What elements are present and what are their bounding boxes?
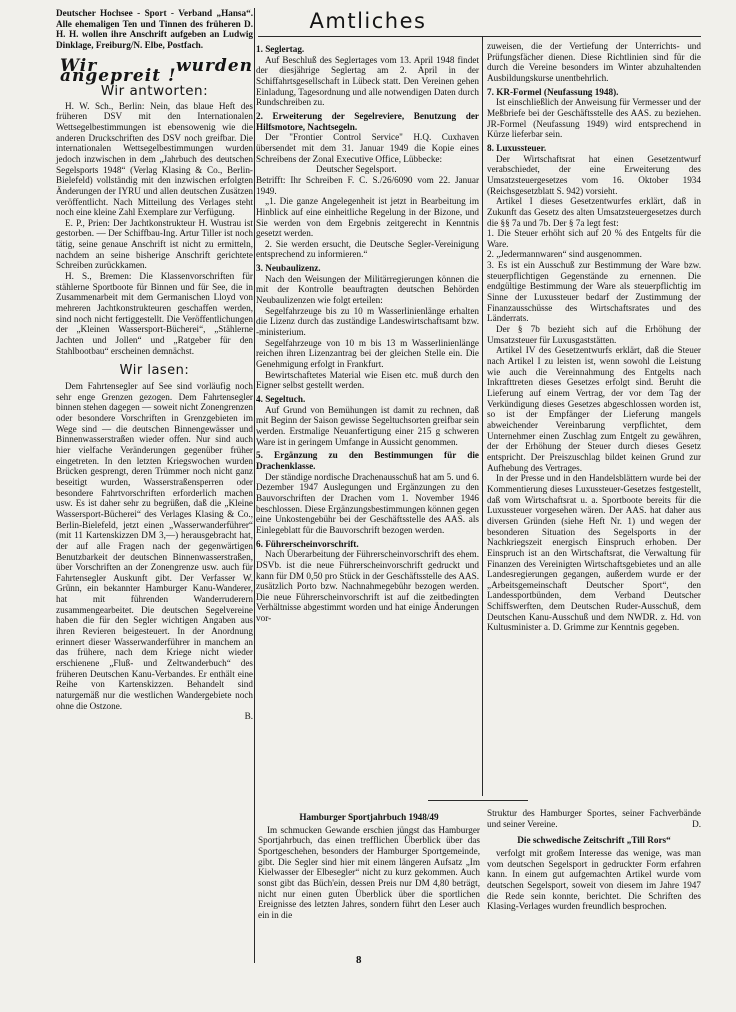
section-heading-read: Wir lasen: xyxy=(119,363,190,379)
left-column xyxy=(56,8,253,722)
item-text: Auf Grund von Bemühungen ist damit zu rechnen, daß mit Beginn der Saison gewisse Segeltuchsorten greifbar sein werden. Erstmalige Neuanfertigung einer 215 g schweren Ware ist in geringem Umfange in Aussicht genommen. xyxy=(256,404,479,447)
item-heading: 7. KR-Formel (Neufassung 1948). xyxy=(487,86,619,97)
item-text: Artikel I dieses Gesetzentwurfes erklärt, daß in Zukunft das Gesetz des alten Umsatzsteuergesetzes durch die §§ 7a und 7b. Der § 7a legt fest: xyxy=(487,196,701,228)
bottom-section-rule xyxy=(428,800,528,801)
item-text: Segelfahrzeuge von 10 m bis 13 m Wasserlinienlänge reichen ihren Lizenzantrag bei der gleichen Stelle ein. Die Genehmigung erfolgt in Frankfurt. xyxy=(256,337,479,370)
article-title: Hamburger Sportjahrbuch 1948/49 xyxy=(299,812,439,822)
till-rors-article xyxy=(487,808,701,912)
article-text: verfolgt mit großem Interesse das wenige, was man vom deutschen Segelsport in gedruckter Form erfahren kann. In einem gut aufgemachten Artikel wurde vom deutschen Segelsport, soweit von diesem im Jahre 1947 die Rede sein konnte, berichtet. Die Schriften des Klasing-Verlages wurden freundlich besprochen. xyxy=(487,847,701,912)
item-text: zuweisen, die der Vertiefung der Unterrichts- und Prüfungsfächer dienen. Diese Richtlinien sind für die durch die Vereine besonders im Winter abzuhaltenden Ausbildungskurse unentbehrlich. xyxy=(487,41,701,83)
item-heading: 5. Ergänzung zu den Bestimmungen für die Drachenklasse. xyxy=(256,450,479,471)
item-text: Ist einschließlich der Anweisung für Vermesser und der Meßbriefe bei der Geschäftsstelle des AAS. zu beziehen. JR-Formel (Neufassung 1949) wird entsprechend in Kürze lieferbar sein. xyxy=(487,97,701,140)
item-heading: 6. Führerscheinvorschrift. xyxy=(256,538,359,549)
item-text: Artikel IV des Gesetzentwurfs erklärt, daß die Steuer nach Artikel I zu leisten ist, wenn sowohl die Leistung wie auch die Vereinnahmung des Entgelts nach Inkrafttreten dieses Gesetzes erfolgt sind. Beruht die Lieferung auf einem Vertrag, der vor dem Tag der Verkündigung dieses Gesetzes abgeschlossen worden ist, so ist der Empfänger der Lieferung mangels abweichender Vereinbarung verpflichtet, dem Unternehmer einen Zuschlag zum Entgelt zu gewähren, der der Erhöhung der Steuer durch dieses Gesetz entspricht. Der Preiszuschlag bildet keinen Grund zur Aufhebung des Vertrages. xyxy=(487,345,701,473)
item-text: Segelfahrzeuge bis zu 10 m Wasserlinienlänge erhalten die Lizenz durch das zuständige Landeswirtschaftsamt bzw. -ministerium. xyxy=(256,305,479,338)
page-number: 8 xyxy=(356,954,362,966)
item-text: Auf Beschluß des Seglertages vom 13. April 1948 findet der diesjährige Seglertag am 2. April in der Schiffahrtsgesellschaft in Lübeck statt. Den Vereinen gehen Einladung, Tagesordnung und alle notwendigen Daten durch Rundschreiben zu. xyxy=(256,54,479,108)
item-text: Betrifft: Ihr Schreiben F. C. S./26/6090 vom 22. Januar 1949. xyxy=(256,174,479,196)
item-text: Der § 7b bezieht sich auf die Erhöhung der Umsatzsteuer für Luxusgaststätten. xyxy=(487,324,701,345)
article-text: Im schmucken Gewande erschien jüngst das Hamburger Sportjahrbuch, das einen trefflichen Überblick über das Sportgeschehen, besonders der Hamburger Sportgemeinde, gibt. Die Segler sind hier mit einem längeren Aufsatz „Im Kielwasser der Elbesegler“ nicht zu kurz gekommen. Auch sonst gibt das Büch'ein, dessen Preis nur DM 4,80 beträgt, nicht nur einen guten Überblick über die sportlichen Ereignisse des letzten Jahres, sondern führt den Leser auch ein in die xyxy=(258,824,480,920)
column-divider xyxy=(254,8,255,963)
item-text: 2. „Jedermannwaren“ sind ausgenommen. xyxy=(487,249,642,260)
continuation-text: Struktur des Hamburger Sportes, seiner Fachverbände und seiner Vereine. xyxy=(487,808,701,829)
answer-paragraph: H. S., Bremen: Die Klassenvorschriften für stählerne Sportboote für Binnen und für See, die in Zusammenarbeit mit dem Germanischen Lloyd von mehreren Jachtkonstrukteuren geschaffen werden, sind noch nicht fertiggestellt. Die Veröffentlichungen der „Kleinen Wassersport-Bücherei“, „Stählerne Jachten und Jollen“ und „Ratgeber für den Stahlbootbau“ erscheinen demnächst. xyxy=(56,271,253,356)
item-heading: 2. Erweiterung der Segelreviere, Benutzung der Hilfsmotore, Nachtsegeln. xyxy=(256,110,479,132)
author-initial: B. xyxy=(244,711,253,722)
item-text: In der Presse und in den Handelsblättern wurde bei der Kommentierung dieses Luxussteuer-Gesetzes festgestellt, daß vom Wirtschaftsrat u. a. Sportboote bereits für die Luxussteuer vorgesehen wären. Der AAS. hat daher aus diversen Gründen (siehe Heft Nr. 1) und wegen der besonderen Situation des Segelsports in der Nachkriegszeit energisch Einspruch erhoben. Der Einspruch ist an den Wirtschaftsrat, die Verwaltung für Finanzen des Vereinigten Wirtschaftsgebietes und an alle Landesregierungen gegangen, außerdem wurde er der „Arbeitsgemeinschaft Deutscher Sport“, den Landessportbünden, dem Verband Deutscher Schiffswerften, dem Deutschen Ruder-Ausschuß, dem Deutschen Kanu-Ausschuß und dem NWDR. z. Hd. von Kultusminister a. D. Grimme zur Kenntnis gegeben. xyxy=(487,473,701,633)
item-text: Bewirtschaftetes Material wie Eisen etc. muß durch den Eigner selbst gestellt werden. xyxy=(256,369,479,391)
item-heading: 3. Neubaulizenz. xyxy=(256,263,321,274)
item-text: Nach den Weisungen der Militärregierungen können die mit der Kontrolle beauftragten deutschen Behörden Neubaulizenzen wie folgt erteilen: xyxy=(256,273,479,306)
item-heading: 4. Segeltuch. xyxy=(256,394,306,404)
middle-column xyxy=(256,41,479,624)
column-divider xyxy=(482,36,483,796)
item-text: Deutscher Segelsport. xyxy=(316,164,397,175)
sportjahrbuch-article xyxy=(258,808,480,921)
item-heading: 8. Luxussteuer. xyxy=(487,142,547,153)
item-text: 2. Sie werden ersucht, die Deutsche Segler-Vereinigung entsprechend zu informieren.“ xyxy=(256,238,479,260)
item-text: Nach Überarbeitung der Führerscheinvorschrift des ehem. DSVb. ist die neue Führerscheinvorschrift gedruckt und kann für DM 0,50 pro Stück in der Geschäftsstelle des AAS. zusätzlich Porto bzw. Nachnahmegebühr bezogen werden. Die neue Führerscheinvorschrift ist auf die zeitbedingten Verhältnisse abgestimmt worden und hat einige Änderungen vor- xyxy=(256,549,479,624)
review-paragraph: Dem Fahrtensegler auf See sind vorläufig noch sehr enge Grenzen gezogen. Dem Fahrtensegler binnen stehen dagegen — soweit nicht Zonengrenzen oder besondere Vorschriften in Grenzgebieten im Wege sind — die deutschen Binnengewässer und Binnenwasserstraßen wieder offen. Nur sind auch hier vielfache Veränderungen gegenüber früher eingetreten. In den letzten Kriegswochen wurden Brücken gesprengt, deren Trümmer noch nicht ganz beseitigt wurden, Wasserstraßensperren oder besondere Fahrtvorschriften erforderlich machen usw. Es ist daher sehr zu begrüßen, daß die „Kleine Wassersport-Bücherei“ des Verlages Klasing & Co., Berlin-Bielefeld, jetzt einen „Wasserwanderführer“ (mit 11 Kartenskizzen DM 3,—) herausgebracht hat, der auf alle Fragen nach der gegenwärtigen Benutzbarkeit der deutschen Binnenwasserstraßen, über Vorschriften an der Zonengrenze usw. auch für Fahrtensegler Auskunft gibt. Der Verfasser W. Grünn, ein bekannter Hamburger Kanu-Wanderer, hat mit führenden Wanderruderern zusammengearbeitet. Die deutschen Segelvereine haben die für den Segler wichtigen Angaben aus ihren Revieren beigesteuert. In der Anordnung erinnert dieser Wasserwanderführer in manchem an das frühere, nach dem Kriege nicht wieder erschienene „Fluß- und Zeltwanderbuch“ des früheren Deutschen Kanu-Verbandes. Er enthält eine Reihe von Kartenskizzen. Behandelt sind naturgemäß nur die westlichen Wandergebiete noch ohne die Ostzone. xyxy=(56,381,253,711)
item-text: „1. Die ganze Angelegenheit ist jetzt in Bearbeitung im Hinblick auf eine einheitliche Regelung in der Bizone, und Sie werden von dem Ergebnis zeitgerecht in Kenntnis gesetzt werden. xyxy=(256,196,479,239)
article-continuation xyxy=(487,808,701,829)
hansa-notice: Deutscher Hochsee - Sport - Verband „Hansa“. Alle ehemaligen Ten und Tinnen des früheren D. H. H. wollen ihre Anschrift aufgeben an Ludwig Dinklage, Freiburg/N. Elbe, Postfach. xyxy=(56,8,253,50)
section-title-amtliches: Amtliches xyxy=(309,9,427,33)
item-text: Der "Frontier Control Service" H.Q. Cuxhaven übersendet mit dem 31. Januar 1949 die Kopie eines Schreibens der Zonal Executive Office, Lübbecke: xyxy=(256,132,479,164)
item-text: Der Wirtschaftsrat hat einen Gesetzentwurf verabschiedet, der eine Erweiterung des Umsatzsteuergesetzes vom 16. Oktober 1934 (Reichsgesetzblatt S. 942) vorsieht. xyxy=(487,153,701,196)
answer-paragraph: E. P., Prien: Der Jachtkonstrukteur H. Wustrau ist gestorben. — Der Schiffbau-Ing. Artur Tiller ist noch tätig, seine genaue Anschrift ist nicht zu ermitteln, nachdem an seine bisherige Anschrift gerichtete Schreiben zurückkamen. xyxy=(56,217,253,271)
article-title: Die schwedische Zeitschrift „Till Rors“ xyxy=(517,835,671,846)
section-heading-script: Wir wurden angepreit ! xyxy=(60,55,253,87)
item-text: 1. Die Steuer erhöht sich auf 20 % des Entgelts für die Ware. xyxy=(487,228,701,249)
author-initial: D. xyxy=(692,818,701,829)
answer-paragraph: H. W. Sch., Berlin: Nein, das blaue Heft des früheren DSV mit den Internationalen Wettsegelbestimmungen ist ebensowenig wie die anderen Druckschriften des DSV noch greifbar. Die internationalen Wettsegelbestimmungen wurden jedoch inzwischen in dem „Jahrbuch des deutschen Segelsports 1948“ (Verlag Klasing & Co., Berlin-Bielefeld) vollständig mit den inzwischen erfolgten Änderungen der IYRU und allen deutschen Zusätzen veröffentlicht. Nach Mitteilung des Verlages steht noch eine kleine Zahl Exemplare zur Verfügung. xyxy=(56,100,253,218)
right-column xyxy=(487,41,701,633)
section-heading-answers: Wir antworten: xyxy=(100,82,209,99)
title-rule xyxy=(258,36,701,37)
item-text: 3. Es ist ein Ausschuß zur Bestimmung der Ware bzw. steuerpflichtigen Gegenstände zu ernennen. Die endgültige Bestimmung der Ware als steuerpflichtig im Sinne der Luxussteuer bedarf der Zustimmung der Finanzausschüsse des Wirtschaftsrates und des Länderrats. xyxy=(487,260,701,324)
item-text: Der ständige nordische Drachenausschuß hat am 5. und 6. Dezember 1947 Auslegungen und Ergänzungen zu den Bauvorschriften der Drachen vom 1. November 1946 beschlossen. Diese Ergänzungsbestimmungen können gegen eine Unkostengebühr bei der Geschäftsstelle des AAS. als Einlegeblatt für die Bauvorschrift bezogen werden. xyxy=(256,471,479,535)
item-heading: 1. Seglertag. xyxy=(256,44,305,54)
